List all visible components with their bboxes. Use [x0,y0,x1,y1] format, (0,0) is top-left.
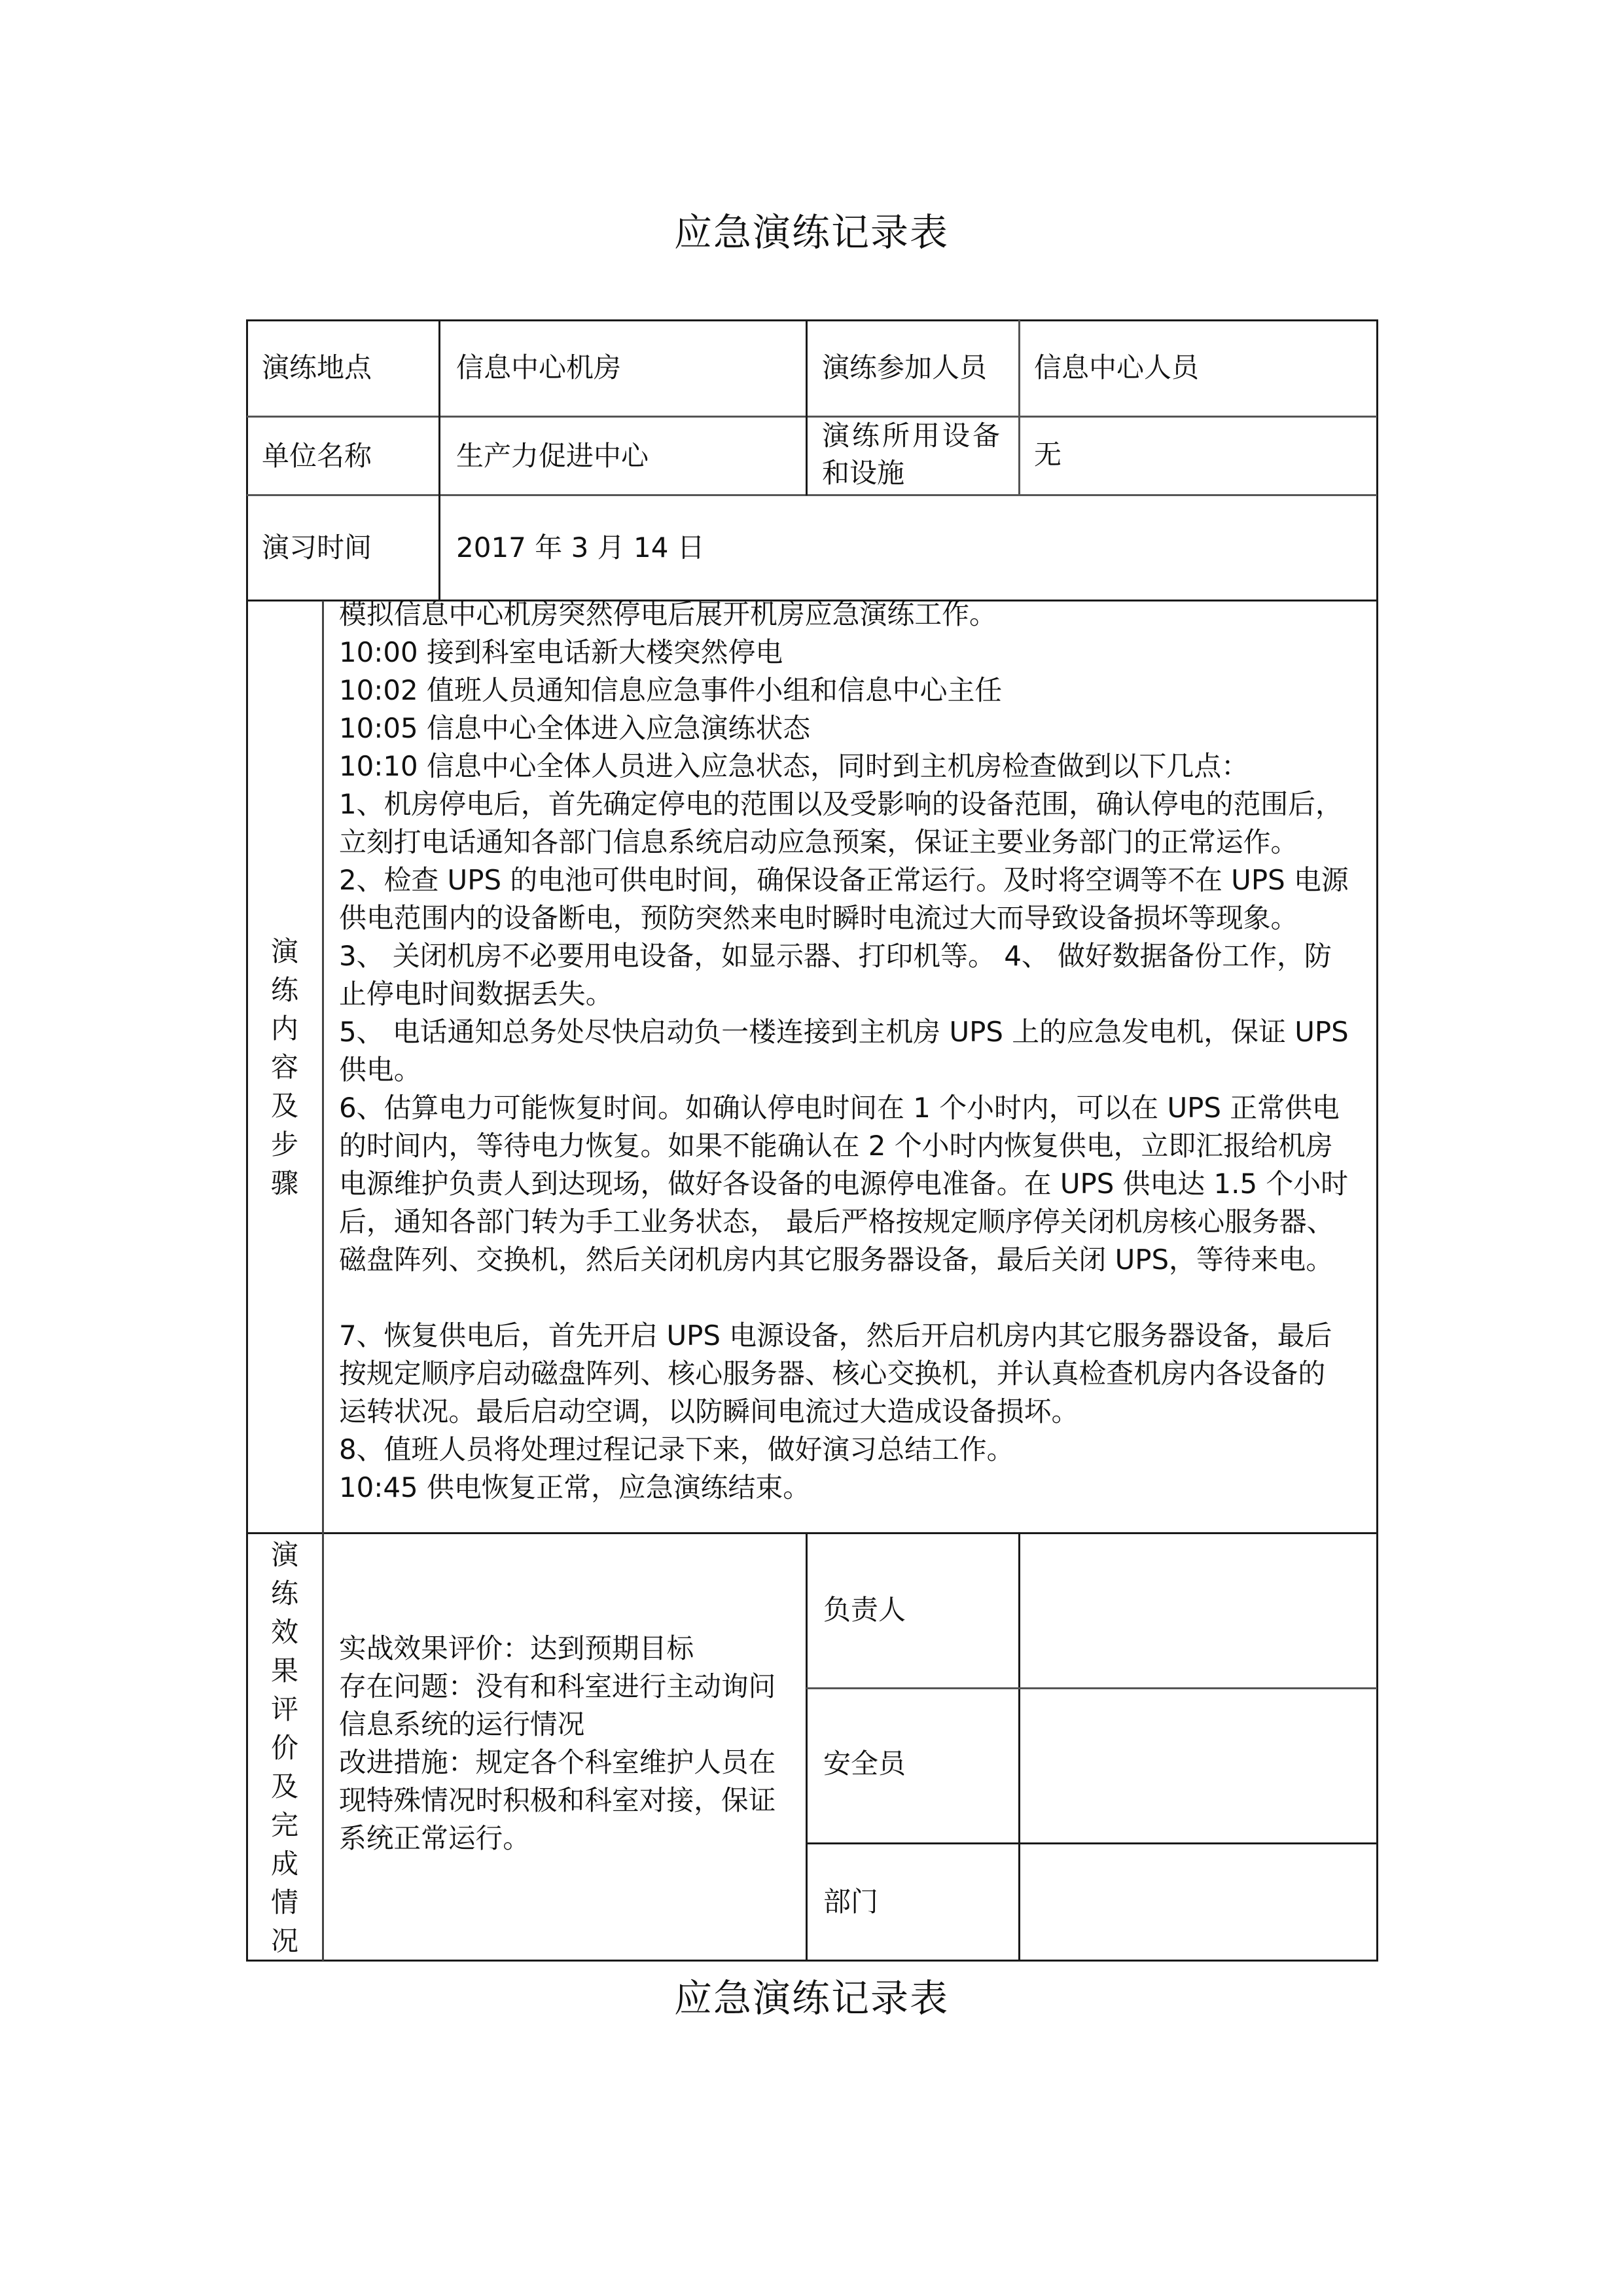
text-line: 10:00 接到科室电话新大楼突然停电 [339,636,783,668]
signoff-label-department: 部门 [823,1886,879,1918]
time-label: 演习时间 [262,531,372,564]
col-divider [806,320,808,495]
col-divider [806,1533,808,1961]
text-line: 10:45 供电恢复正常，应急演练结束。 [339,1471,811,1503]
location-label: 演练地点 [262,351,372,384]
text-line: 改进措施：规定各个科室维护人员在 [339,1746,776,1778]
text-line: 立刻打电话通知各部门信息系统启动应急预案，保证主要业务部门的正常运作。 [339,826,1298,858]
signoff-value-safety-officer[interactable] [1034,1745,1361,1783]
label-char: 骤 [270,1167,298,1199]
label-char: 价 [270,1732,298,1764]
signoff-value-department[interactable] [1034,1883,1361,1921]
evaluation-section-label [247,1535,323,1960]
text-line: 现特殊情况时积极和科室对接，保证 [339,1784,776,1816]
row-divider [806,1842,1377,1844]
label-char: 步 [270,1128,298,1160]
unit-label: 单位名称 [262,440,372,472]
label-char: 练 [270,1577,298,1609]
label-char: 成 [270,1848,298,1880]
page-title: 应急演练记录表 [673,210,949,255]
text-line: 3、 关闭机房不必要用电设备，如显示器、打印机等。 4、 做好数据备份工作，防 [339,940,1332,972]
text-line: 10:10 信息中心全体人员进入应急状态，同时到主机房检查做到以下几点： [339,750,1249,782]
label-char: 完 [270,1809,298,1841]
label-char: 效 [270,1616,298,1648]
text-line: 2、检查 UPS 的电池可供电时间，确保设备正常运行。及时将空调等不在 UPS 电源 [339,864,1349,896]
text-line: 的时间内，等待电力恢复。如果不能确认在 2 个小时内恢复供电，立即汇报给机房 [339,1130,1333,1162]
text-line: 供电。 [339,1054,421,1086]
row-divider [247,416,1377,418]
label-char: 情 [270,1886,298,1918]
label-char: 内 [270,1013,298,1045]
label-char: 练 [270,974,298,1006]
content-section-label [247,932,323,1202]
equipment-label-line1: 演练所用设备 [822,420,1003,452]
text-line: 1、机房停电后，首先确定停电的范围以及受影响的设备范围，确认停电的范围后， [339,788,1343,820]
page-title-repeat: 应急演练记录表 [673,1976,949,2020]
participants-label: 演练参加人员 [822,351,988,384]
label-char: 及 [270,1090,298,1122]
text-line: 10:05 信息中心全体进入应急演练状态 [339,712,811,744]
signoff-value-responsible[interactable] [1034,1591,1361,1629]
signoff-label-safety-officer: 安全员 [823,1748,906,1780]
evaluation-text [339,1630,804,1857]
signoff-label-responsible: 负责人 [823,1594,906,1626]
text-line: 系统正常运行。 [339,1822,530,1854]
text-line: 止停电时间数据丢失。 [339,978,613,1010]
label-char: 及 [270,1770,298,1803]
label-char: 果 [270,1655,298,1687]
equipment-label-line2: 和设施 [822,457,905,489]
participants-value: 信息中心人员 [1034,351,1200,384]
col-divider [438,320,440,601]
text-line: 实战效果评价：达到预期目标 [339,1632,694,1664]
text-line: 10:02 值班人员通知信息应急事件小组和信息中心主任 [339,674,1003,706]
location-value: 信息中心机房 [456,351,622,384]
text-line: 电源维护负责人到达现场，做好各设备的电源停电准备。在 UPS 供电达 1.5 个小时 [339,1168,1349,1200]
row-divider [806,1687,1377,1689]
label-char: 况 [270,1925,298,1957]
text-line: 运转状况。最后启动空调，以防瞬间电流过大造成设备损坏。 [339,1395,1079,1427]
text-line: 按规定顺序启动磁盘阵列、核心服务器、核心交换机，并认真检查机房内各设备的 [339,1357,1326,1390]
text-line: 存在问题：没有和科室进行主动询问 [339,1670,776,1702]
table-border-right [1376,319,1378,1962]
row-divider [247,1532,1377,1534]
text-line: 后，通知各部门转为手工业务状态， 最后严格按规定顺序停关闭机房核心服务器、 [339,1206,1334,1238]
col-divider [1018,320,1020,495]
text-line: 7、恢复供电后，首先开启 UPS 电源设备，然后开启机房内其它服务器设备，最后 [339,1319,1332,1352]
text-line: 磁盘阵列、交换机，然后关闭机房内其它服务器设备，最后关闭 UPS，等待来电。 [339,1244,1334,1276]
label-char: 演 [270,1539,298,1571]
col-divider [1018,1533,1020,1961]
text-line: 供电范围内的设备断电，预防突然来电时瞬时电流过大而导致设备损坏等现象。 [339,902,1298,934]
text-line: 信息系统的运行情况 [339,1708,585,1740]
text-line [339,1279,1370,1317]
drill-content-text [339,596,1373,1507]
label-char: 演 [270,935,298,967]
label-char: 容 [270,1051,298,1083]
text-line: 8、值班人员将处理过程记录下来，做好演习总结工作。 [339,1433,1014,1465]
unit-value: 生产力促进中心 [456,440,649,472]
text-line: 5、 电话通知总务处尽快启动负一楼连接到主机房 UPS 上的应急发电机，保证 UPS [339,1016,1349,1048]
equipment-value: 无 [1034,439,1062,471]
time-value: 2017 年 3 月 14 日 [456,531,705,564]
table-border-top [247,319,1378,321]
text-line: 6、估算电力可能恢复时间。如确认停电时间在 1 个小时内，可以在 UPS 正常供电 [339,1092,1340,1124]
table-border-bottom [247,1960,1378,1962]
text-line: 模拟信息中心机房突然停电后展开机房应急演练工作。 [339,598,997,630]
label-char: 评 [270,1693,298,1725]
row-divider [247,494,1377,496]
